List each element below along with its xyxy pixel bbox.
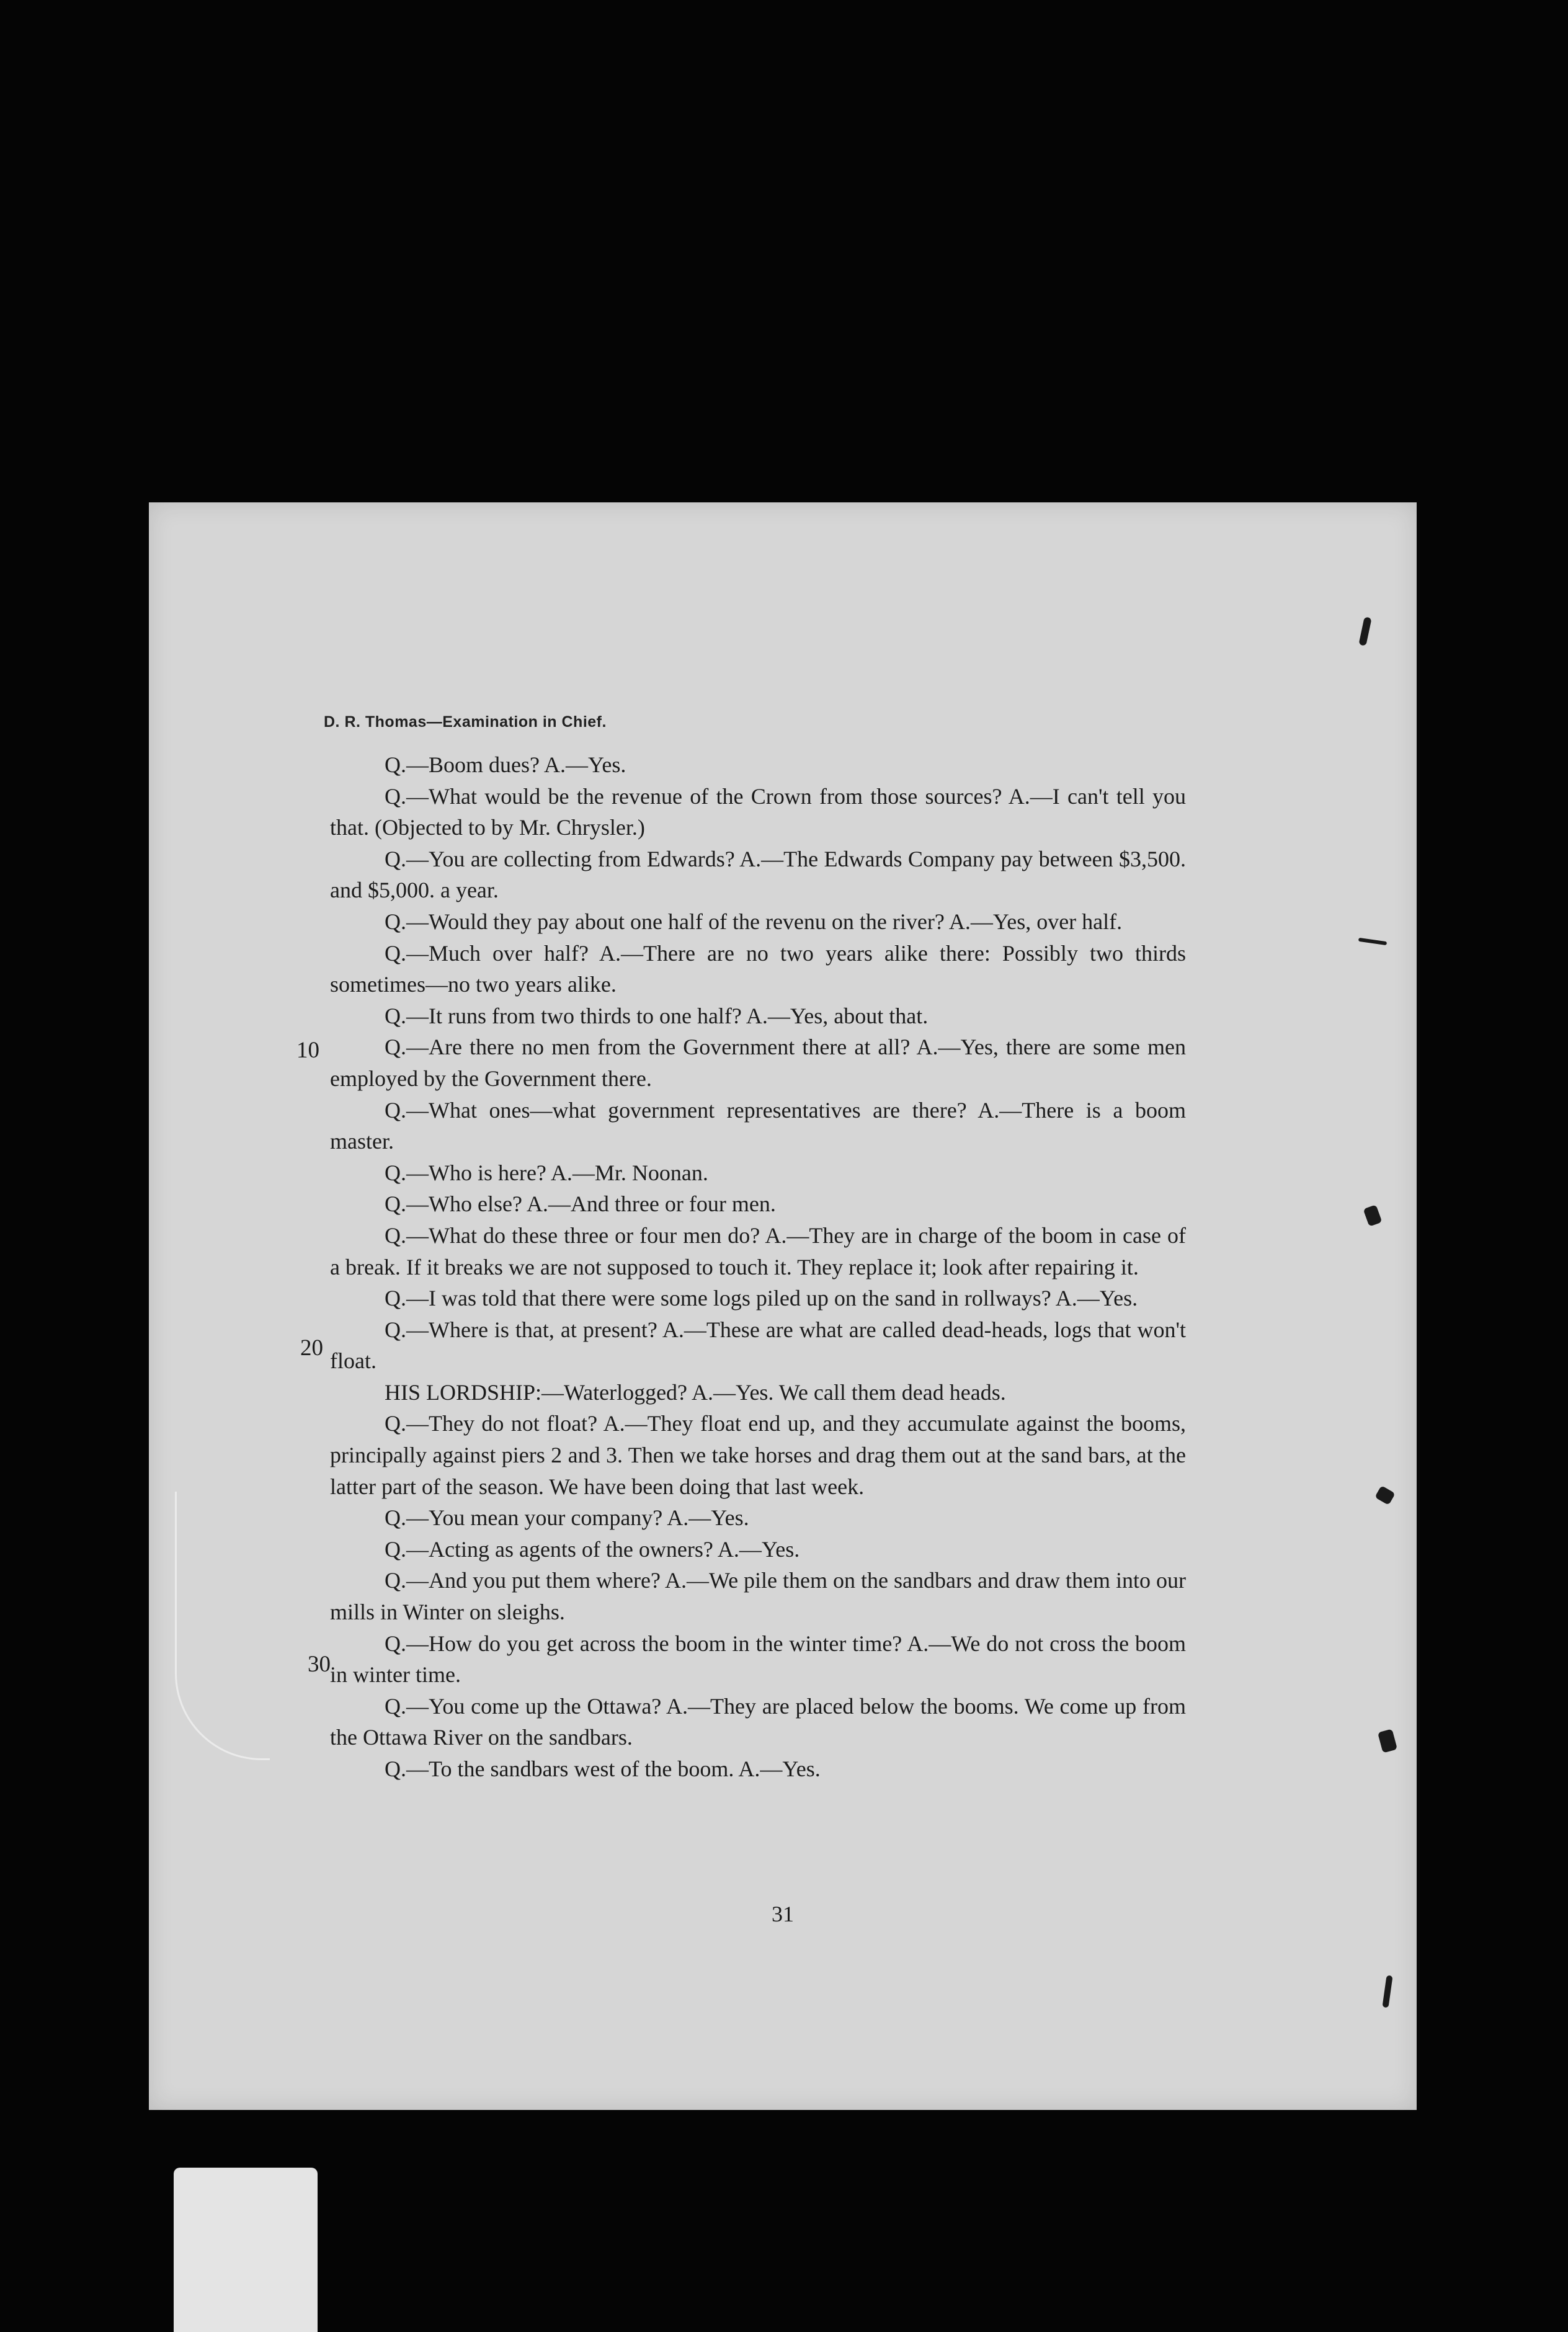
paragraph-18: Q.—And you put them where? A.—We pile them on the sandbars and draw them into our mills in Winter on sleighs. bbox=[330, 1568, 1186, 1625]
line-number-10: 10 bbox=[296, 1038, 319, 1063]
edge-mark bbox=[1358, 938, 1387, 945]
edge-mark bbox=[1382, 1975, 1392, 2008]
paragraph-9: Q.—Who is here? A.—Mr. Noonan. bbox=[385, 1160, 708, 1185]
line-number-20: 20 bbox=[300, 1335, 323, 1361]
paragraph-15: Q.—They do not float? A.—They float end up, and they accumulate against the booms, principally against piers 2 and 3. Then we take horses and drag them out at the sand bars, at the latter part of the season. We have been doing that last week. bbox=[330, 1411, 1186, 1499]
paragraph-21: Q.—To the sandbars west of the boom. A.—Yes. bbox=[385, 1756, 821, 1781]
paragraph-7: Q.—Are there no men from the Government there at all? A.—Yes, there are some men employed by the Government there. bbox=[330, 1035, 1186, 1091]
edge-mark bbox=[1374, 1485, 1396, 1505]
edge-mark bbox=[1358, 616, 1371, 646]
paragraph-5: Q.—Much over half? A.—There are no two years alike there: Possibly two thirds sometimes—no two years alike. bbox=[330, 940, 1186, 997]
document-page bbox=[149, 502, 1417, 2110]
edge-mark bbox=[1378, 1729, 1397, 1753]
paragraph-14: HIS LORDSHIP:—Waterlogged? A.—Yes. We call them dead heads. bbox=[385, 1379, 1006, 1405]
margin-scratch bbox=[175, 1492, 270, 1760]
paragraph-3: Q.—You are collecting from Edwards? A.—The Edwards Company pay between $3,500. and $5,000. a year. bbox=[330, 846, 1186, 903]
paragraph-16: Q.—You mean your company? A.—Yes. bbox=[385, 1505, 749, 1531]
transcript-body bbox=[330, 749, 1186, 1785]
paragraph-11: Q.—What do these three or four men do? A.—They are in charge of the boom in case of a break. If it breaks we are not supposed to touch it. They replace it; look after repairing it. bbox=[330, 1222, 1186, 1279]
paragraph-13: Q.—Where is that, at present? A.—These are what are called dead-heads, logs that won't float. bbox=[330, 1317, 1186, 1374]
paragraph-8: Q.—What ones—what government representatives are there? A.—There is a boom master. bbox=[330, 1097, 1186, 1154]
paragraph-12: Q.—I was told that there were some logs piled up on the sand in rollways? A.—Yes. bbox=[385, 1286, 1138, 1311]
running-head: D. R. Thomas—Examination in Chief. bbox=[324, 713, 607, 731]
paragraph-19: Q.—How do you get across the boom in the winter time? A.—We do not cross the boom in winter time. bbox=[330, 1631, 1186, 1688]
paragraph-17: Q.—Acting as agents of the owners? A.—Yes. bbox=[385, 1536, 800, 1562]
paragraph-4: Q.—Would they pay about one half of the revenu on the river? A.—Yes, over half. bbox=[385, 909, 1123, 934]
paragraph-2: Q.—What would be the revenue of the Crown from those sources? A.—I can't tell you that. (Objected to by Mr. Chrysler.) bbox=[330, 783, 1186, 840]
paragraph-20: Q.—You come up the Ottawa? A.—They are placed below the booms. We come up from the Ottawa River on the sandbars. bbox=[330, 1693, 1186, 1750]
paragraph-10: Q.—Who else? A.—And three or four men. bbox=[385, 1191, 776, 1217]
line-number-30: 30 bbox=[308, 1652, 331, 1677]
paper-slip bbox=[174, 2168, 318, 2332]
edge-mark bbox=[1363, 1204, 1383, 1227]
page-number: 31 bbox=[772, 1902, 794, 1926]
paragraph-1: Q.—Boom dues? A.—Yes. bbox=[385, 752, 626, 777]
paragraph-6: Q.—It runs from two thirds to one half? A.—Yes, about that. bbox=[385, 1003, 929, 1028]
